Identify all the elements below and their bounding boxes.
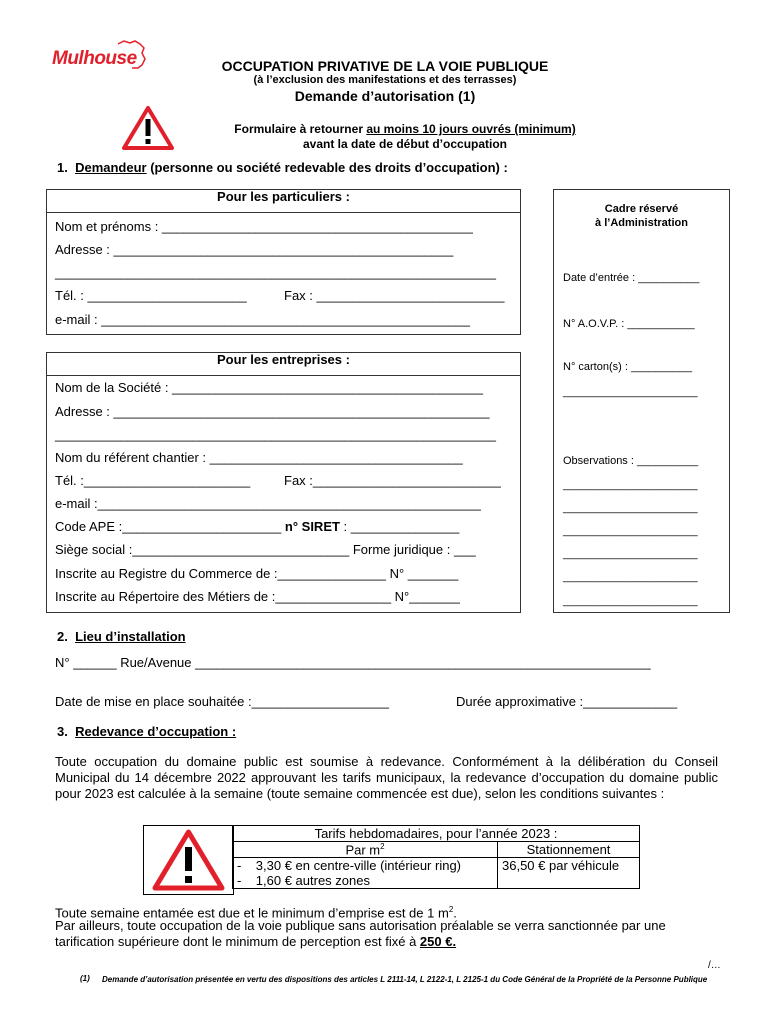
admin-cartons: N° carton(s) : __________ (563, 361, 693, 373)
admin-blank-1: ______________________ (563, 386, 698, 398)
tarif-item-centre (233, 858, 498, 874)
referent-chantier-field[interactable]: Nom du référent chantier : ___________________________________ (55, 450, 463, 465)
section1-title: Demandeur (75, 160, 147, 175)
admin-blank-2: ______________________ (563, 479, 698, 491)
code-ape-label: Code APE :______________________ (55, 519, 285, 534)
adresse-field[interactable]: Adresse : _______________________________________________ (55, 242, 454, 257)
admin-date-entree: Date d’entrée : __________ (563, 272, 700, 284)
admin-title-line2: à l’Administration (595, 217, 688, 229)
registre-commerce-field[interactable]: Inscrite au Registre du Commerce de :_______________ N° _______ (55, 566, 459, 581)
tarif-dash-2: - (237, 873, 242, 889)
warning-triangle-icon (120, 104, 176, 152)
admin-blank-6: ______________________ (563, 571, 698, 583)
tarif-autres-zones: 1,60 € autres zones (255, 873, 370, 889)
footnote-number: (1) (80, 974, 90, 983)
form-deadline-underlined: au moins 10 jours ouvrés (minimum) (366, 122, 576, 136)
fax-field[interactable]: Fax : __________________________ (284, 288, 505, 303)
admin-blank-5: ______________________ (563, 548, 698, 560)
footnote-text: Demande d’autorisation présentée en vertu des dispositions des articles L 2111-14, L 2122-1, L 2125-1 du Code Général de la Propriété de la Personne Publique (102, 975, 708, 984)
section1-heading (57, 160, 508, 175)
email-field[interactable]: e-mail : ___________________________________________________ (55, 312, 470, 327)
logo-text: Mulhouse (52, 48, 137, 69)
entreprise-tel-field[interactable]: Tél. :_______________________ (55, 473, 251, 488)
tel-field[interactable]: Tél. : ______________________ (55, 288, 247, 303)
closing-amount: 250 €. (419, 934, 457, 949)
closing-sup: 2 (448, 905, 454, 914)
admin-aovp: N° A.O.V.P. : ___________ (563, 318, 695, 330)
entreprise-adresse-field-2[interactable]: _____________________________________________________________ (55, 427, 497, 442)
date-mise-en-place-field[interactable]: Date de mise en place souhaitée :___________________ (55, 694, 389, 709)
duree-field[interactable]: Durée approximative :_____________ (456, 694, 678, 709)
section3-number: 3. (57, 724, 68, 739)
closing-line2 (55, 918, 720, 950)
siret-label: n° SIRET (284, 519, 340, 534)
admin-title-line1: Cadre réservé (604, 203, 679, 215)
section2-title: Lieu d’installation (75, 629, 186, 644)
section3-heading (57, 724, 236, 739)
section3-title: Redevance d’occupation : (75, 724, 237, 739)
tarif-item-autres (233, 873, 498, 889)
stationnement-header: Stationnement (498, 842, 640, 858)
admin-blank-7: ______________________ (563, 595, 698, 607)
code-ape-siret-field[interactable] (55, 519, 459, 534)
adresse-field-2[interactable]: _____________________________________________________________ (55, 265, 497, 280)
admin-blank-3: ______________________ (563, 502, 698, 514)
nom-prenoms-field[interactable]: Nom et prénoms : ___________________________________________ (55, 219, 473, 234)
entreprises-title: Pour les entreprises : (217, 352, 350, 367)
entreprise-adresse-field[interactable]: Adresse : ____________________________________________________ (55, 404, 490, 419)
demande-title: Demande d’autorisation (1) (294, 88, 476, 104)
siret-blank: : _______________ (339, 519, 460, 534)
repertoire-metiers-field[interactable]: Inscrite au Répertoire des Métiers de :________________ N°_______ (55, 589, 460, 604)
particuliers-title: Pour les particuliers : (217, 189, 350, 204)
mulhouse-logo (52, 38, 162, 78)
section2-number: 2. (57, 629, 68, 644)
siege-social-field[interactable]: Siège social :______________________________ Forme juridique : ___ (55, 542, 476, 557)
stationnement-value: 36,50 € par véhicule (498, 858, 640, 889)
section1-title-rest: (personne ou société redevable des droits d’occupation) : (146, 160, 508, 175)
admin-blank-4: ______________________ (563, 525, 698, 537)
tarif-centre-ville: 3,30 € en centre-ville (intérieur ring) (255, 858, 462, 874)
section1-number: 1. (57, 160, 68, 175)
section2-heading (57, 629, 186, 644)
tarifs-warning-box (143, 825, 234, 895)
numero-rue-field[interactable]: N° ______ Rue/Avenue _______________________________________________________________ (55, 655, 651, 670)
redevance-paragraph: Toute occupation du domaine public est soumise à redevance. Conformément à la délibération du Conseil Municipal du 14 décembre 2022 approuvant les tarifs municipaux, la redevance d’occupation du domaine public pour 2023 est calculée à la semaine (toute semaine commencée est due), selon les conditions suivantes : (55, 754, 718, 801)
par-m2-header (233, 842, 498, 858)
entreprise-fax-field[interactable]: Fax :__________________________ (284, 473, 501, 488)
form-deadline-line2: avant la date de début d’occupation (302, 137, 508, 151)
warning-triangle-icon (144, 826, 233, 894)
par-m2-sup: 2 (380, 842, 385, 851)
form-deadline-pre: Formulaire à retourner (234, 122, 367, 136)
tarif-dash-1: - (237, 858, 242, 874)
closing-sanction-text: Par ailleurs, toute occupation de la voie publique sans autorisation préalable se verra sanctionnée par une tarification supérieure dont le minimum de perception est fixé à (55, 918, 666, 949)
continuation-mark: /… (708, 960, 721, 971)
nom-societe-field[interactable]: Nom de la Société : ___________________________________________ (55, 380, 483, 395)
entreprise-email-field[interactable]: e-mail :_____________________________________________________ (55, 496, 481, 511)
form-deadline-line (175, 122, 635, 136)
par-m2-label: Par m (345, 842, 381, 858)
page-title: OCCUPATION PRIVATIVE DE LA VOIE PUBLIQUE (221, 58, 549, 74)
closing-minimum-text: Toute semaine entamée est due et le minimum d’emprise est de 1 m (55, 905, 449, 921)
tarifs-header: Tarifs hebdomadaires, pour l’année 2023 : (233, 826, 640, 842)
page-subtitle: (à l’exclusion des manifestations et des terrasses) (253, 74, 517, 86)
tarifs-table (232, 825, 640, 889)
closing-period: . (453, 905, 457, 921)
admin-observations: Observations : __________ (563, 455, 699, 467)
